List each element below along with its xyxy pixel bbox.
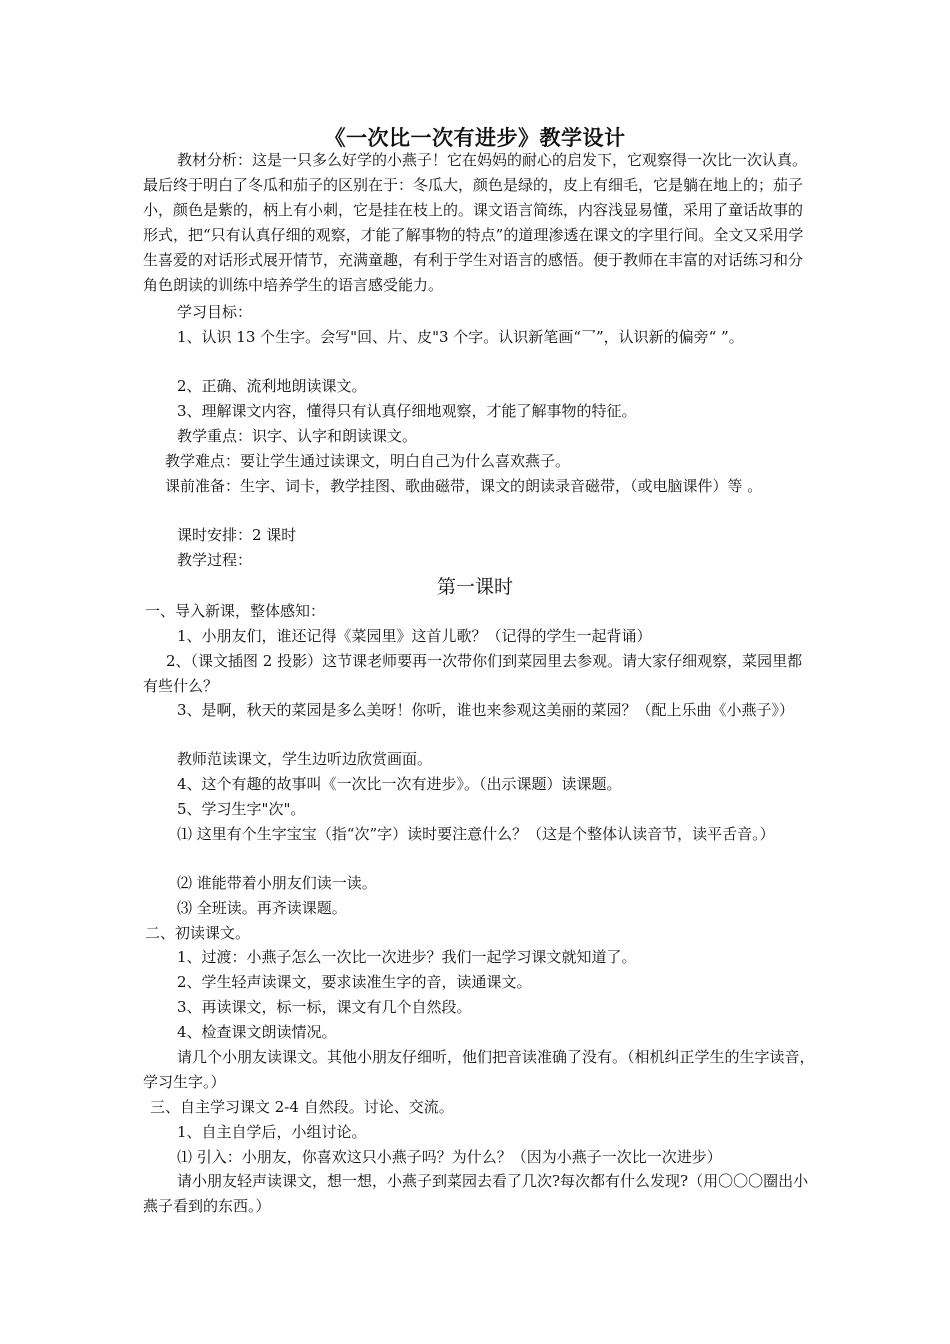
section-2-item-3: 3、再读课文，标一标，课文有几个自然段。 [177,998,472,1016]
section-2-item-4-note: 请几个小朋友读课文。其他小朋友仔细听，他们把音读准确了没有。（相机纠正学生的生字读音，学习生字。） [143,1048,815,1091]
lesson-heading: 第一课时 [436,576,513,598]
section-1-heading: 一、导入新课，整体感知： [145,602,326,620]
section-1-item-5-sub-2: ⑵ 谁能带着小朋友们读一读。 [177,874,377,892]
schedule-line: 课时安排：2 课时 [177,526,297,544]
material-analysis-paragraph: 教材分析：这是一只多么好学的小燕子！它在妈妈的耐心的启发下，它观察得一次比一次认真。最后终于明白了冬瓜和茄子的区别在于：冬瓜大，颜色是绿的，皮上有细毛，它是躺在地上的；茄子小，颜色是紫的，柄上有小刺，它是挂在枝上的。课文语言简练，内容浅显易懂，采用了童话故事的形式，把“只有认真仔细的观察，才能了解事物的特点”的道理渗透在课文的字里行间。全文又采用学生喜爱的对话形式展开情节，充满童趣，有利于学生对语言的感悟。便于教师在丰富的对话练习和分角色朗读的训练中培养学生的语言感受能力。 [143,151,808,294]
section-2-item-2: 2、学生轻声读课文，要求读准生字的音，读通课文。 [177,973,532,991]
section-1-item-5-sub-1: ⑴ 这里有个生字宝宝（指“次”字）读时要注意什么？（这是个整体认读音节，读平舌音。） [177,825,775,843]
preparation-line: 课前准备：生字、词卡，教学挂图、歌曲磁带，课文的朗读录音磁带，（或电脑课件）等 。 [165,477,763,495]
difficulty-line: 教学难点：要让学生通过读课文，明白自己为什么喜欢燕子。 [165,452,571,470]
section-2-item-4: 4、检查课文朗读情况。 [177,1023,337,1041]
section-1-item-5-sub-3: ⑶ 全班读。再齐读课题。 [177,899,347,917]
goal-item-3: 3、理解课文内容，懂得只有认真仔细地观察，才能了解事物的特征。 [177,402,637,420]
section-1-item-3: 3、是啊，秋天的菜园是多么美呀！你听，谁也来参观这美丽的菜园？（配上乐曲《小燕子》） [177,701,795,719]
process-label: 教学过程： [177,551,253,569]
section-3-item-1-sub-1: ⑴ 引入：小朋友，你喜欢这只小燕子吗？为什么？（因为小燕子一次比一次进步） [177,1148,722,1166]
section-1-item-1: 1、小朋友们，谁还记得《菜园里》这首儿歌？（记得的学生一起背诵） [177,627,652,645]
section-1-item-5: 5、学习生字"次"。 [177,800,306,818]
section-3-item-1-note: 请小朋友轻声读课文，想一想，小燕子到菜园去看了几次?每次都有什么发现?（用〇〇〇圈出小燕子看到的东西。） [143,1172,809,1215]
section-1-item-2: 2、（课文插图 2 投影）这节课老师要再一次带你们到菜园里去参观。请大家仔细观察，菜园里都有些什么？ [143,652,803,695]
section-3-item-1: 1、自主自学后，小组讨论。 [177,1123,367,1141]
section-2-heading: 二、初读课文。 [145,924,251,942]
section-2-item-1: 1、过渡：小燕子怎么一次比一次进步？我们一起学习课文就知道了。 [177,948,637,966]
section-1-item-4: 4、这个有趣的故事叫《一次比一次有进步》。（出示课题）读课题。 [177,775,622,793]
section-1-item-3-note: 教师范读课文，学生边听边欣赏画面。 [177,750,433,768]
goal-item-1: 1、认识 13 个生字。会写"回、片、皮"3 个字。认识新笔画“乛”，认识新的偏旁“ ”。 [177,328,744,346]
goal-item-2: 2、正确、流利地朗读课文。 [177,377,367,395]
learning-goals-label: 学习目标： [177,303,253,321]
section-3-heading: 三、自主学习课文 2-4 自然段。讨论、交流。 [150,1098,454,1116]
key-point-line: 教学重点：识字、认字和朗读课文。 [177,427,418,445]
document-title: 《一次比一次有进步》教学设计 [324,125,626,150]
